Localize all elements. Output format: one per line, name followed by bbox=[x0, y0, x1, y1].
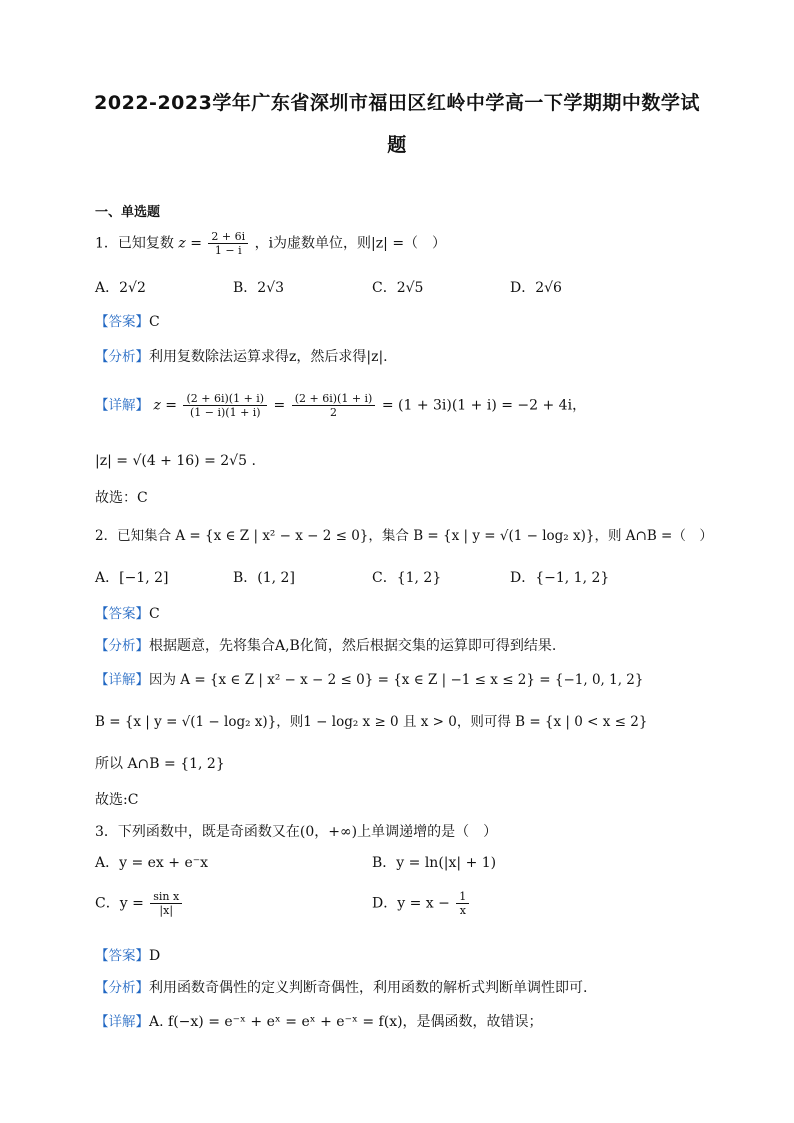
document-title-line2: 题 bbox=[387, 134, 407, 156]
q3-option-c-numerator: sin x bbox=[150, 890, 182, 904]
q3-option-c-fraction bbox=[150, 890, 182, 917]
q1-option-a: A．2√2 bbox=[95, 280, 146, 296]
q2-detail-1-text: 因为 A = {x ∈ Z | x² − x − 2 ≤ 0} = {x ∈ Z | −1 ≤ x ≤ 2} = {−1, 0, 1, 2} bbox=[149, 672, 644, 688]
q1-stem bbox=[95, 230, 446, 257]
q3-option-a: A．y = ex + e⁻x bbox=[95, 855, 209, 871]
q1-detail-denominator-2: 2 bbox=[330, 406, 338, 419]
q1-answer bbox=[95, 312, 160, 332]
answer-value: D bbox=[149, 948, 161, 964]
q1-prefix: 1．已知复数 bbox=[95, 235, 174, 252]
q3-option-d-denominator: x bbox=[459, 904, 466, 917]
analysis-text: 利用复数除法运算求得z，然后求得|z|. bbox=[149, 349, 388, 365]
q3-analysis bbox=[95, 978, 587, 998]
answer-value: C bbox=[149, 314, 160, 330]
q1-option-c: C．2√5 bbox=[372, 280, 424, 296]
q3-detail-text: A. f(−x) = e⁻ˣ + eˣ = eˣ + e⁻ˣ = f(x)，是偶函数，故错误； bbox=[149, 1014, 543, 1030]
q2-analysis bbox=[95, 636, 556, 656]
q1-option-d: D．2√6 bbox=[510, 280, 562, 296]
q2-detail-1 bbox=[95, 670, 643, 690]
q3-option-c-prefix: C．y = bbox=[95, 895, 144, 912]
q3-stem: 3．下列函数中，既是奇函数又在(0，+∞)上单调递增的是（ ） bbox=[95, 824, 498, 840]
q1-suffix: ，i为虚数单位，则|z| =（ ） bbox=[254, 235, 447, 252]
q2-option-a: A．[−1, 2] bbox=[95, 570, 169, 586]
q1-detail-z: z = bbox=[153, 397, 178, 414]
q3-answer bbox=[95, 946, 160, 966]
q1-numerator: 2 + 6i bbox=[208, 230, 248, 244]
q1-detail-fraction-2 bbox=[292, 392, 376, 419]
section-heading: 一、单选题 bbox=[95, 205, 161, 220]
q1-detail-fraction-1 bbox=[183, 392, 267, 419]
q3-detail bbox=[95, 1012, 543, 1032]
answer-tag: 【答案】 bbox=[95, 948, 149, 964]
analysis-text: 根据题意，先将集合A,B化简，然后根据交集的运算即可得到结果. bbox=[149, 638, 557, 654]
detail-tag: 【详解】 bbox=[95, 1014, 149, 1030]
q1-denominator: 1 − i bbox=[214, 244, 242, 257]
q2-detail-3: 所以 A∩B = {1, 2} bbox=[95, 756, 225, 772]
q2-answer bbox=[95, 604, 160, 624]
q3-option-b: B．y = ln(|x| + 1) bbox=[372, 855, 497, 871]
q1-fraction bbox=[208, 230, 248, 257]
analysis-text: 利用函数奇偶性的定义判断奇偶性，利用函数的解析式判断单调性即可. bbox=[149, 980, 588, 996]
q3-option-c-denominator: |x| bbox=[159, 904, 174, 917]
answer-value: C bbox=[149, 606, 160, 622]
analysis-tag: 【分析】 bbox=[95, 638, 149, 654]
q1-detail-numerator-2: (2 + 6i)(1 + i) bbox=[292, 392, 376, 406]
q2-option-b: B．(1, 2] bbox=[233, 570, 295, 586]
q1-choose: 故选：C bbox=[95, 490, 148, 506]
analysis-tag: 【分析】 bbox=[95, 980, 149, 996]
q1-detail-rest: = (1 + 3i)(1 + i) = −2 + 4i， bbox=[381, 397, 587, 414]
detail-tag: 【详解】 bbox=[95, 672, 149, 688]
q3-option-d bbox=[372, 890, 471, 917]
answer-tag: 【答案】 bbox=[95, 314, 149, 330]
q1-z-eq: z = bbox=[178, 235, 202, 252]
q1-modulus: |z| = √(4 + 16) = 2√5 . bbox=[95, 453, 256, 469]
q2-choose: 故选:C bbox=[95, 792, 139, 808]
q2-option-c: C．{1, 2} bbox=[372, 570, 442, 586]
document-title-line1: 2022-2023学年广东省深圳市福田区红岭中学高一下学期期中数学试 bbox=[94, 92, 700, 114]
q1-detail-denominator-1: (1 − i)(1 + i) bbox=[189, 406, 261, 419]
q1-detail-eq: = bbox=[273, 397, 286, 414]
q1-detail bbox=[95, 392, 586, 419]
q2-option-d: D．{−1, 1, 2} bbox=[510, 570, 610, 586]
q1-detail-numerator-1: (2 + 6i)(1 + i) bbox=[183, 392, 267, 406]
q2-stem: 2．已知集合 A = {x ∈ Z | x² − x − 2 ≤ 0}，集合 B = {x | y = √(1 − log₂ x)}，则 A∩B =（ ） bbox=[95, 528, 713, 544]
q3-option-c bbox=[95, 890, 184, 917]
q1-analysis bbox=[95, 347, 388, 367]
q3-option-d-fraction bbox=[456, 890, 469, 917]
q3-option-d-prefix: D．y = x − bbox=[372, 895, 450, 912]
answer-tag: 【答案】 bbox=[95, 606, 149, 622]
q3-option-d-numerator: 1 bbox=[456, 890, 469, 904]
analysis-tag: 【分析】 bbox=[95, 349, 149, 365]
q2-detail-2: B = {x | y = √(1 − log₂ x)}，则1 − log₂ x ≥ 0 且 x > 0，则可得 B = {x | 0 < x ≤ 2} bbox=[95, 714, 648, 730]
q1-option-b: B．2√3 bbox=[233, 280, 285, 296]
detail-tag: 【详解】 bbox=[95, 397, 149, 414]
